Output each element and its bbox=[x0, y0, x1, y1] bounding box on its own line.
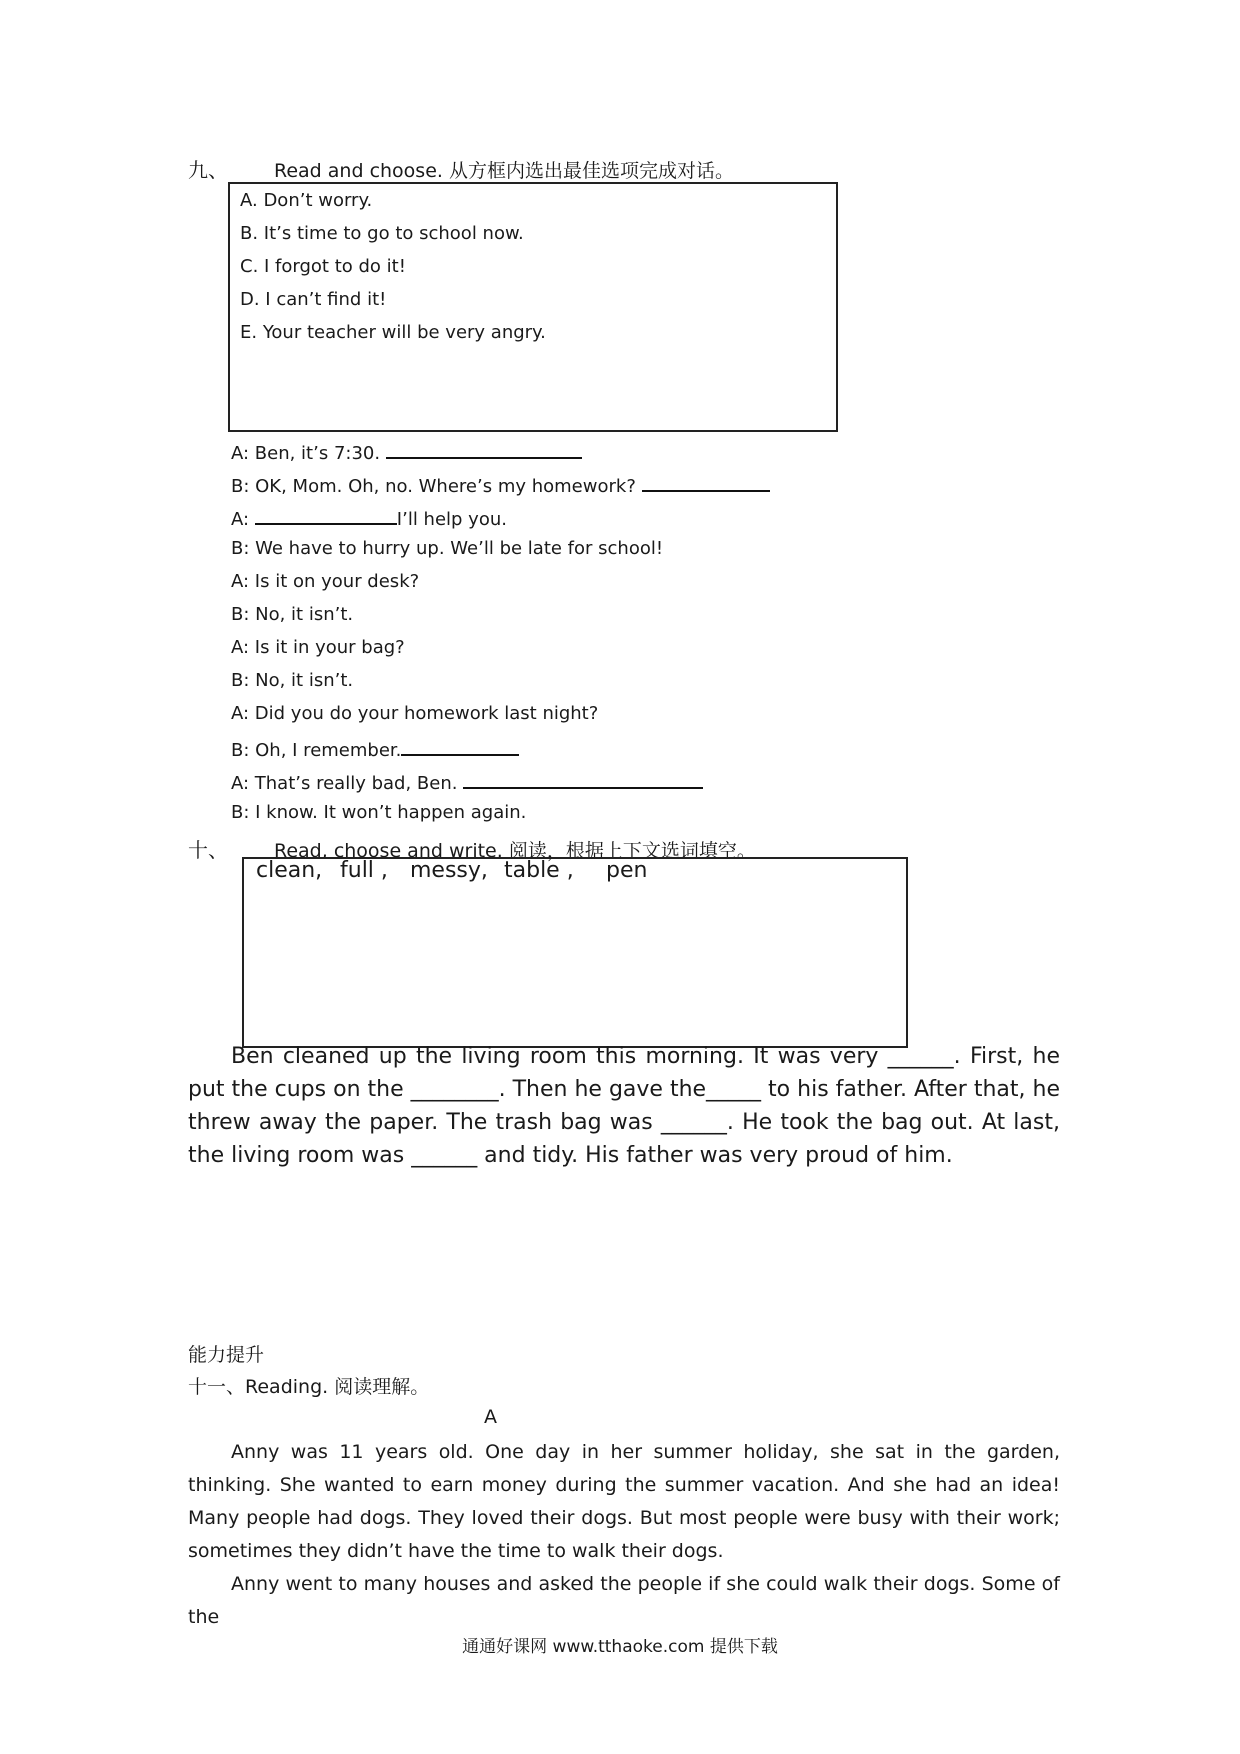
paragraph: Anny went to many houses and asked the people if she could walk their dogs. Some of the bbox=[188, 1573, 1060, 1628]
dialogue-line: B: OK, Mom. Oh, no. Where’s my homework? bbox=[231, 472, 770, 497]
ability-heading: 能力提升 bbox=[188, 1344, 265, 1366]
dialogue-line: B: We have to hurry up. We’ll be late for school! bbox=[231, 538, 664, 559]
word-bank-item: clean, bbox=[256, 858, 323, 883]
option-a: A. Don’t worry. bbox=[240, 190, 373, 211]
answer-blank[interactable] bbox=[255, 505, 397, 525]
section-number: 九、 bbox=[188, 158, 228, 182]
dialogue-line: A: That’s really bad, Ben. bbox=[231, 769, 703, 794]
dialogue-line: A: Is it on your desk? bbox=[231, 571, 420, 592]
dialogue-line: A: Is it in your bag? bbox=[231, 637, 405, 658]
word-bank-item: pen bbox=[606, 858, 648, 883]
section-title: Read and choose. 从方框内选出最佳选项完成对话。 bbox=[274, 160, 734, 182]
answer-blank[interactable] bbox=[401, 736, 519, 756]
option-d: D. I can’t find it! bbox=[240, 289, 387, 310]
section-9-heading bbox=[188, 154, 734, 183]
word-bank bbox=[256, 858, 647, 883]
section-number: 十一、 bbox=[188, 1376, 246, 1398]
option-c: C. I forgot to do it! bbox=[240, 256, 406, 277]
passage-label: A bbox=[484, 1406, 497, 1428]
footer-credit: 通通好课网 www.tthaoke.com 提供下载 bbox=[462, 1637, 778, 1657]
dialogue-line: B: No, it isn’t. bbox=[231, 604, 354, 625]
option-e: E. Your teacher will be very angry. bbox=[240, 322, 546, 343]
dialogue-line: A: Ben, it’s 7:30. bbox=[231, 439, 582, 464]
word-bank-box bbox=[242, 857, 908, 1048]
paragraph: Anny was 11 years old. One day in her summer holiday, she sat in the garden, thinking. She wanted to earn money during the summer vacation. And she had an idea! Many people had dogs. They loved their dogs. But most people were busy with their work; sometimes they didn’t have the time to walk their dogs. bbox=[188, 1441, 1060, 1562]
word-bank-item: messy, bbox=[410, 858, 488, 883]
section-title: Read, choose and write. 阅读，根据上下文选词填空。 bbox=[274, 840, 756, 862]
dialogue-line: A: I’ll help you. bbox=[231, 505, 507, 530]
reading-passage bbox=[188, 1436, 1060, 1634]
dialogue-line: B: I know. It won’t happen again. bbox=[231, 802, 527, 823]
word-bank-item: full , bbox=[340, 858, 388, 883]
section-11-heading bbox=[188, 1372, 429, 1399]
option-b: B. It’s time to go to school now. bbox=[240, 223, 524, 244]
cloze-passage: Ben cleaned up the living room this morning. It was very ______. First, he put the cups on the ________. Then he gave the_____ to his father. After that, he threw away the paper. The trash bag was ______. He took the bag out. At last, the living room was ______ and tidy. His father was very proud of him. bbox=[188, 1044, 1060, 1168]
answer-blank[interactable] bbox=[463, 769, 703, 789]
answer-blank[interactable] bbox=[642, 472, 770, 492]
dialogue-line: B: No, it isn’t. bbox=[231, 670, 354, 691]
dialogue-line: A: Did you do your homework last night? bbox=[231, 703, 599, 724]
section-number: 十、 bbox=[188, 838, 228, 862]
word-bank-item: table , bbox=[504, 858, 574, 883]
answer-blank[interactable] bbox=[386, 439, 582, 459]
dialogue-line: B: Oh, I remember. bbox=[231, 736, 519, 761]
section-title: Reading. 阅读理解。 bbox=[245, 1376, 430, 1398]
